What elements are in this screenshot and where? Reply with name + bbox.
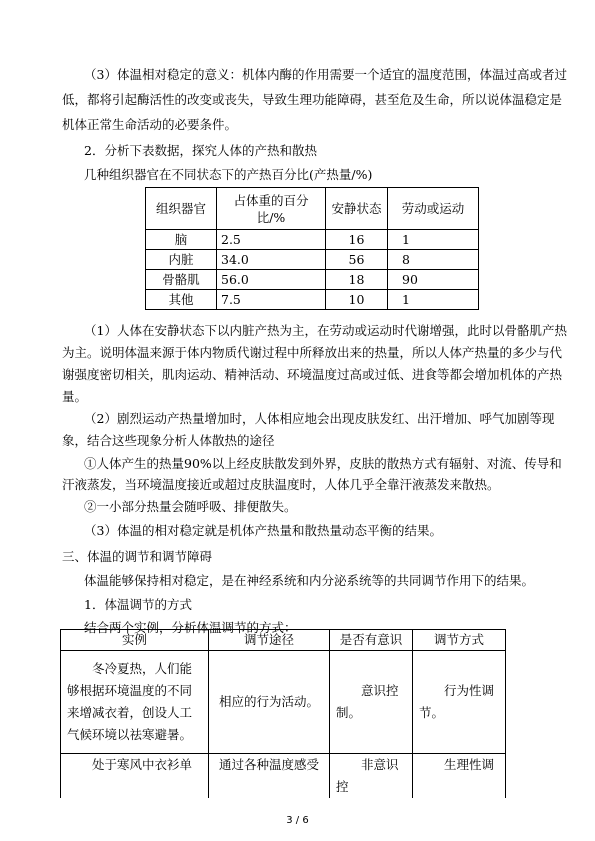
table-cell: 通过各种温度感受 bbox=[209, 754, 330, 799]
paragraph-line: 机体正常生命活动的必要条件。 bbox=[62, 117, 238, 132]
section-heading: 2．分析下表数据，探究人体的产热和散热 bbox=[84, 143, 317, 158]
table-cell: 其他 bbox=[146, 290, 217, 310]
paragraph-line: 量。 bbox=[62, 389, 88, 404]
paragraph-line: 汗液蒸发，当环境温度接近或超过皮肤温度时，人体几乎全靠汗液蒸发来散热。 bbox=[62, 477, 500, 492]
table-row bbox=[61, 754, 506, 799]
table-row bbox=[61, 651, 506, 754]
paragraph-line: 为主。说明体温来源于体内物质代谢过程中所释放出来的热量，所以人体产热量的多少与代 bbox=[62, 345, 563, 360]
table-cell bbox=[61, 651, 209, 754]
table-cell: 脑 bbox=[146, 230, 217, 250]
table-cell: 1 bbox=[388, 290, 479, 310]
header-cell: 占体重的百分比/% bbox=[217, 188, 326, 230]
table-cell: 56.0 bbox=[217, 270, 326, 290]
table-row bbox=[146, 270, 479, 290]
table-cell: 内脏 bbox=[146, 250, 217, 270]
table-cell: 16 bbox=[326, 230, 388, 250]
section-heading: 三、体温的调节和调节障碍 bbox=[62, 549, 213, 564]
conscious-text: 非意识控 bbox=[336, 757, 399, 794]
table-header-row bbox=[146, 188, 479, 230]
paragraph-line: （3）体温相对稳定的意义：机体内酶的作用需要一个适宜的温度范围，体温过高或者过 bbox=[84, 67, 567, 82]
paragraph-line: （2）剧烈运动产热量增加时，人体相应地会出现皮肤发红、出汗增加、呼气加剧等现 bbox=[84, 411, 555, 426]
conscious-text: 意识控制。 bbox=[336, 683, 399, 720]
table-caption: 结合两个实例，分析体温调节的方式： bbox=[84, 620, 297, 635]
table-cell: 7.5 bbox=[217, 290, 326, 310]
table-cell: 56 bbox=[326, 250, 388, 270]
table-cell bbox=[61, 754, 209, 799]
section-heading: 1．体温调节的方式 bbox=[84, 597, 192, 612]
mode-text: 行为性调节。 bbox=[419, 683, 495, 720]
header-cell: 是否有意识 bbox=[330, 630, 413, 651]
table-caption: 几种组织器官在不同状态下的产热百分比(产热量/%) bbox=[84, 167, 373, 182]
table-cell bbox=[330, 651, 413, 754]
table-cell bbox=[413, 651, 506, 754]
table-cell: 骨骼肌 bbox=[146, 270, 217, 290]
header-cell: 劳动或运动 bbox=[388, 188, 479, 230]
table-cell: 90 bbox=[388, 270, 479, 290]
paragraph-line: ②一小部分热量会随呼吸、排便散失。 bbox=[84, 499, 297, 514]
paragraph-line: （3）体温的相对稳定就是机体产热量和散热量动态平衡的结果。 bbox=[84, 523, 442, 538]
table-row bbox=[146, 290, 479, 310]
header-cell: 调节方式 bbox=[413, 630, 506, 651]
header-cell: 组织器官 bbox=[146, 188, 217, 230]
heat-production-table bbox=[145, 187, 479, 310]
example-text: 冬冷夏热，人们能够根据环境温度的不同来增减衣着，创设人工气候环境以祛寒避暑。 bbox=[67, 661, 193, 742]
table-cell: 8 bbox=[388, 250, 479, 270]
table-cell: 34.0 bbox=[217, 250, 326, 270]
paragraph-line: 象，结合这些现象分析人体散热的途径 bbox=[62, 433, 275, 448]
example-text: 处于寒风中衣衫单 bbox=[92, 757, 193, 772]
header-cell: 调节途径 bbox=[209, 630, 330, 651]
table-cell: 18 bbox=[326, 270, 388, 290]
table-row bbox=[146, 230, 479, 250]
paragraph-line: （1）人体在安静状态下以内脏产热为主，在劳动或运动时代谢增强，此时以骨骼肌产热 bbox=[84, 323, 567, 338]
regulation-table bbox=[60, 629, 506, 798]
table-cell bbox=[330, 754, 413, 799]
paragraph-line: ①人体产生的热量90%以上经皮肤散发到外界，皮肤的散热方式有辐射、对流、传导和 bbox=[84, 456, 562, 471]
paragraph-line: 体温能够保持相对稳定，是在神经系统和内分泌系统等的共同调节作用下的结果。 bbox=[84, 573, 535, 588]
table-cell: 相应的行为活动。 bbox=[209, 651, 330, 754]
table-cell bbox=[413, 754, 506, 799]
page-number: 3 / 6 bbox=[286, 815, 309, 826]
header-cell: 安静状态 bbox=[326, 188, 388, 230]
table-cell: 10 bbox=[326, 290, 388, 310]
table-row bbox=[146, 250, 479, 270]
header-cell: 实例 bbox=[61, 630, 209, 651]
paragraph-line: 低，都将引起酶活性的改变或丧失，导致生理功能障碍，甚至危及生命，所以说体温稳定是 bbox=[62, 92, 563, 107]
mode-text: 生理性调 bbox=[444, 757, 495, 772]
table-cell: 2.5 bbox=[217, 230, 326, 250]
table-cell: 1 bbox=[388, 230, 479, 250]
paragraph-line: 谢强度密切相关，肌肉运动、精神活动、环境温度过高或过低、进食等都会增加机体的产热 bbox=[62, 367, 563, 382]
